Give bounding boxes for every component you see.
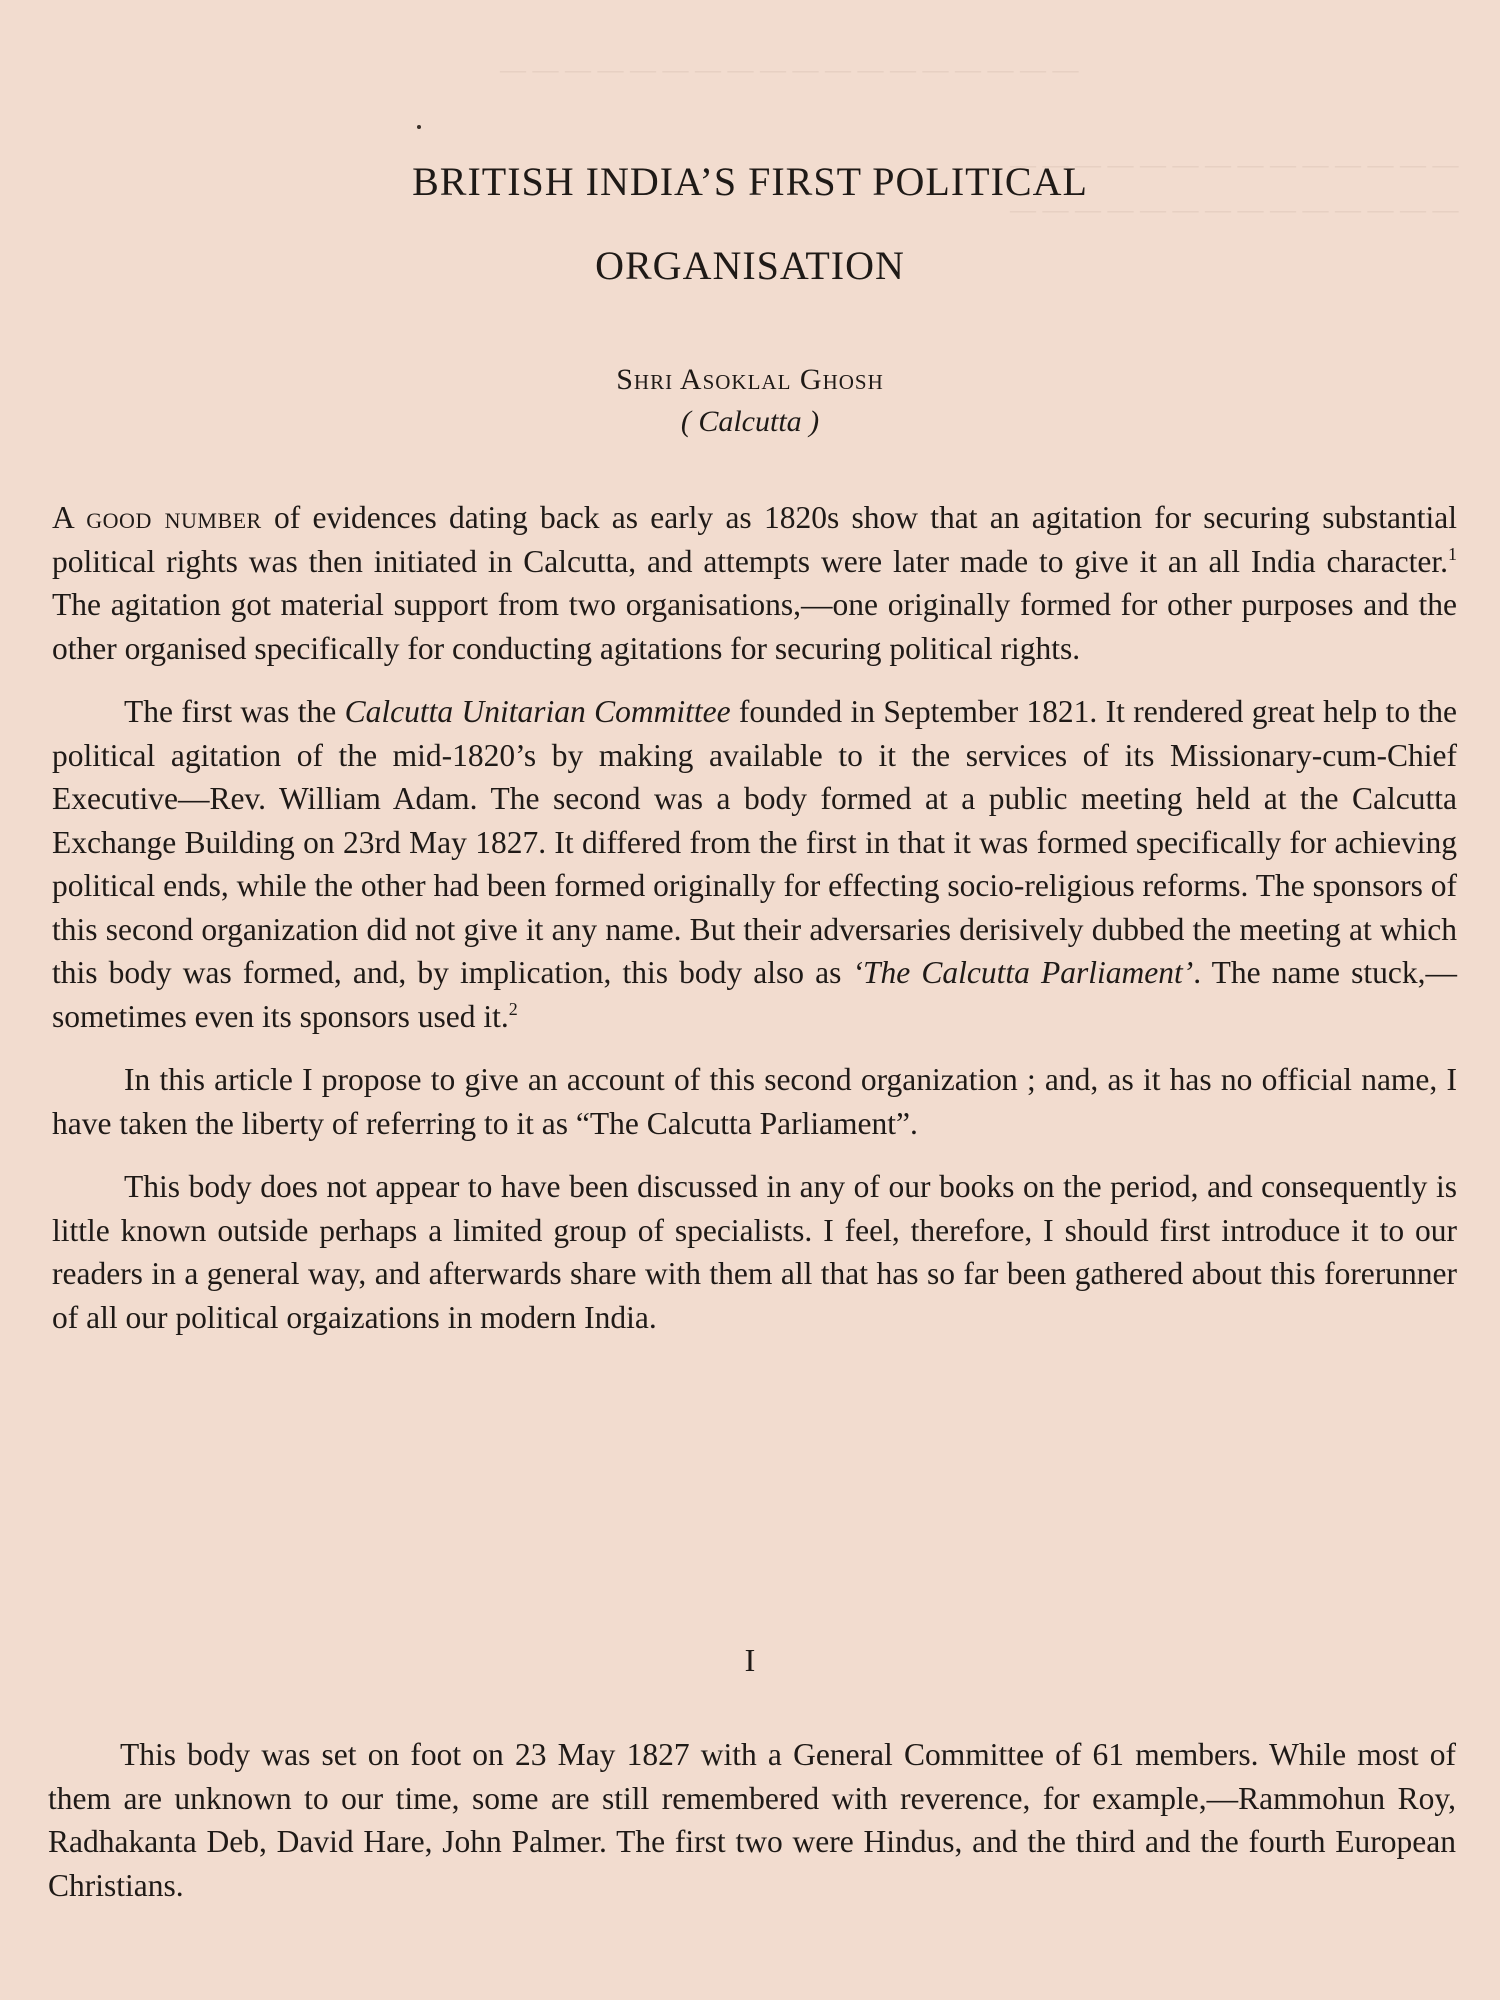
paragraph-4: This body does not appear to have been discussed in any of our books on the period, and consequently is little known outside perhaps a limited group of specialists. I feel, therefore, I should first introduce it to our readers in a general way, and afterwards share with them all that has so far been gathered about this forerunner of all our political orgaizations in modern India.	[52, 1169, 1457, 1335]
italic-term: Calcutta Unitarian Committee	[344, 694, 731, 729]
author-name: Shri Asoklal Ghosh	[616, 363, 884, 396]
speck-decoration	[417, 125, 421, 129]
article-body	[52, 496, 1457, 1359]
paragraph-3: In this article I propose to give an account of this second organization ; and, as it has no official name, I have taken the liberty of referring to it as “The Calcutta Parliament”.	[52, 1062, 1457, 1141]
title-line-1: BRITISH INDIA’S FIRST POLITICAL	[412, 159, 1088, 204]
italic-term: ‘The Calcutta Parliament’	[852, 955, 1194, 990]
title-line-2: ORGANISATION	[595, 243, 905, 288]
section-body	[48, 1733, 1456, 1907]
paragraph-5: This body was set on foot on 23 May 1827 with a General Committee of 61 members. While most of them are unknown to our time, some are still remembered with reverence, for example,—Rammohun Roy, Radhakanta Deb, David Hare, John Palmer. The first two were Hindus, and the third and the fourth European Christians.	[48, 1737, 1456, 1903]
paragraph-1	[52, 496, 1457, 670]
paragraph-text: founded in September 1821. It rendered great help to the political agitation of the mid-1820’s by making available to it the services of its Missionary-cum-Chief Executive—Rev. William Adam. The second was a body formed at a public meeting held at the Calcutta Exchange Building on 23rd May 1827. It differed from the first in that it was formed specifically for achieving political ends, while the other had been formed originally for effecting socio-religious reforms. The sponsors of this second organization did not give it any name. But their adversaries derisively dubbed the meeting at which this body was formed, and, by implication, this body also as	[52, 694, 1458, 990]
author-block	[0, 359, 1500, 443]
article-title	[0, 140, 1500, 308]
bleed-through-decoration: — — — — — — — — — — — — — —	[1010, 150, 1459, 179]
bleed-through-decoration: — — — — — — — — — — — — — —	[1010, 195, 1459, 224]
footnote-marker: 1	[1448, 543, 1457, 564]
paragraph-text: The agitation got material support from two organisations,—one originally formed for other purposes and the other organised specifically for conducting agitations for securing political rights.	[52, 587, 1457, 666]
paragraph-text: of evidences dating back as early as 1820s show that an agitation for securing substantial political rights was then initiated in Calcutta, and attempts were later made to give it an all India character.	[52, 500, 1457, 579]
paragraph-text: The first was the	[124, 694, 345, 729]
author-place: ( Calcutta )	[680, 405, 820, 438]
bleed-through-decoration: — — — — — — — — — — — — — — — — — —	[500, 55, 1079, 84]
paragraph-2	[52, 690, 1457, 1038]
section-number: I	[744, 1642, 756, 1678]
paragraph-text: . The name stuck,—sometimes even its sponsors used it.	[52, 955, 1457, 1034]
paragraph-lead: A good number	[52, 500, 262, 535]
footnote-marker: 2	[508, 998, 518, 1019]
